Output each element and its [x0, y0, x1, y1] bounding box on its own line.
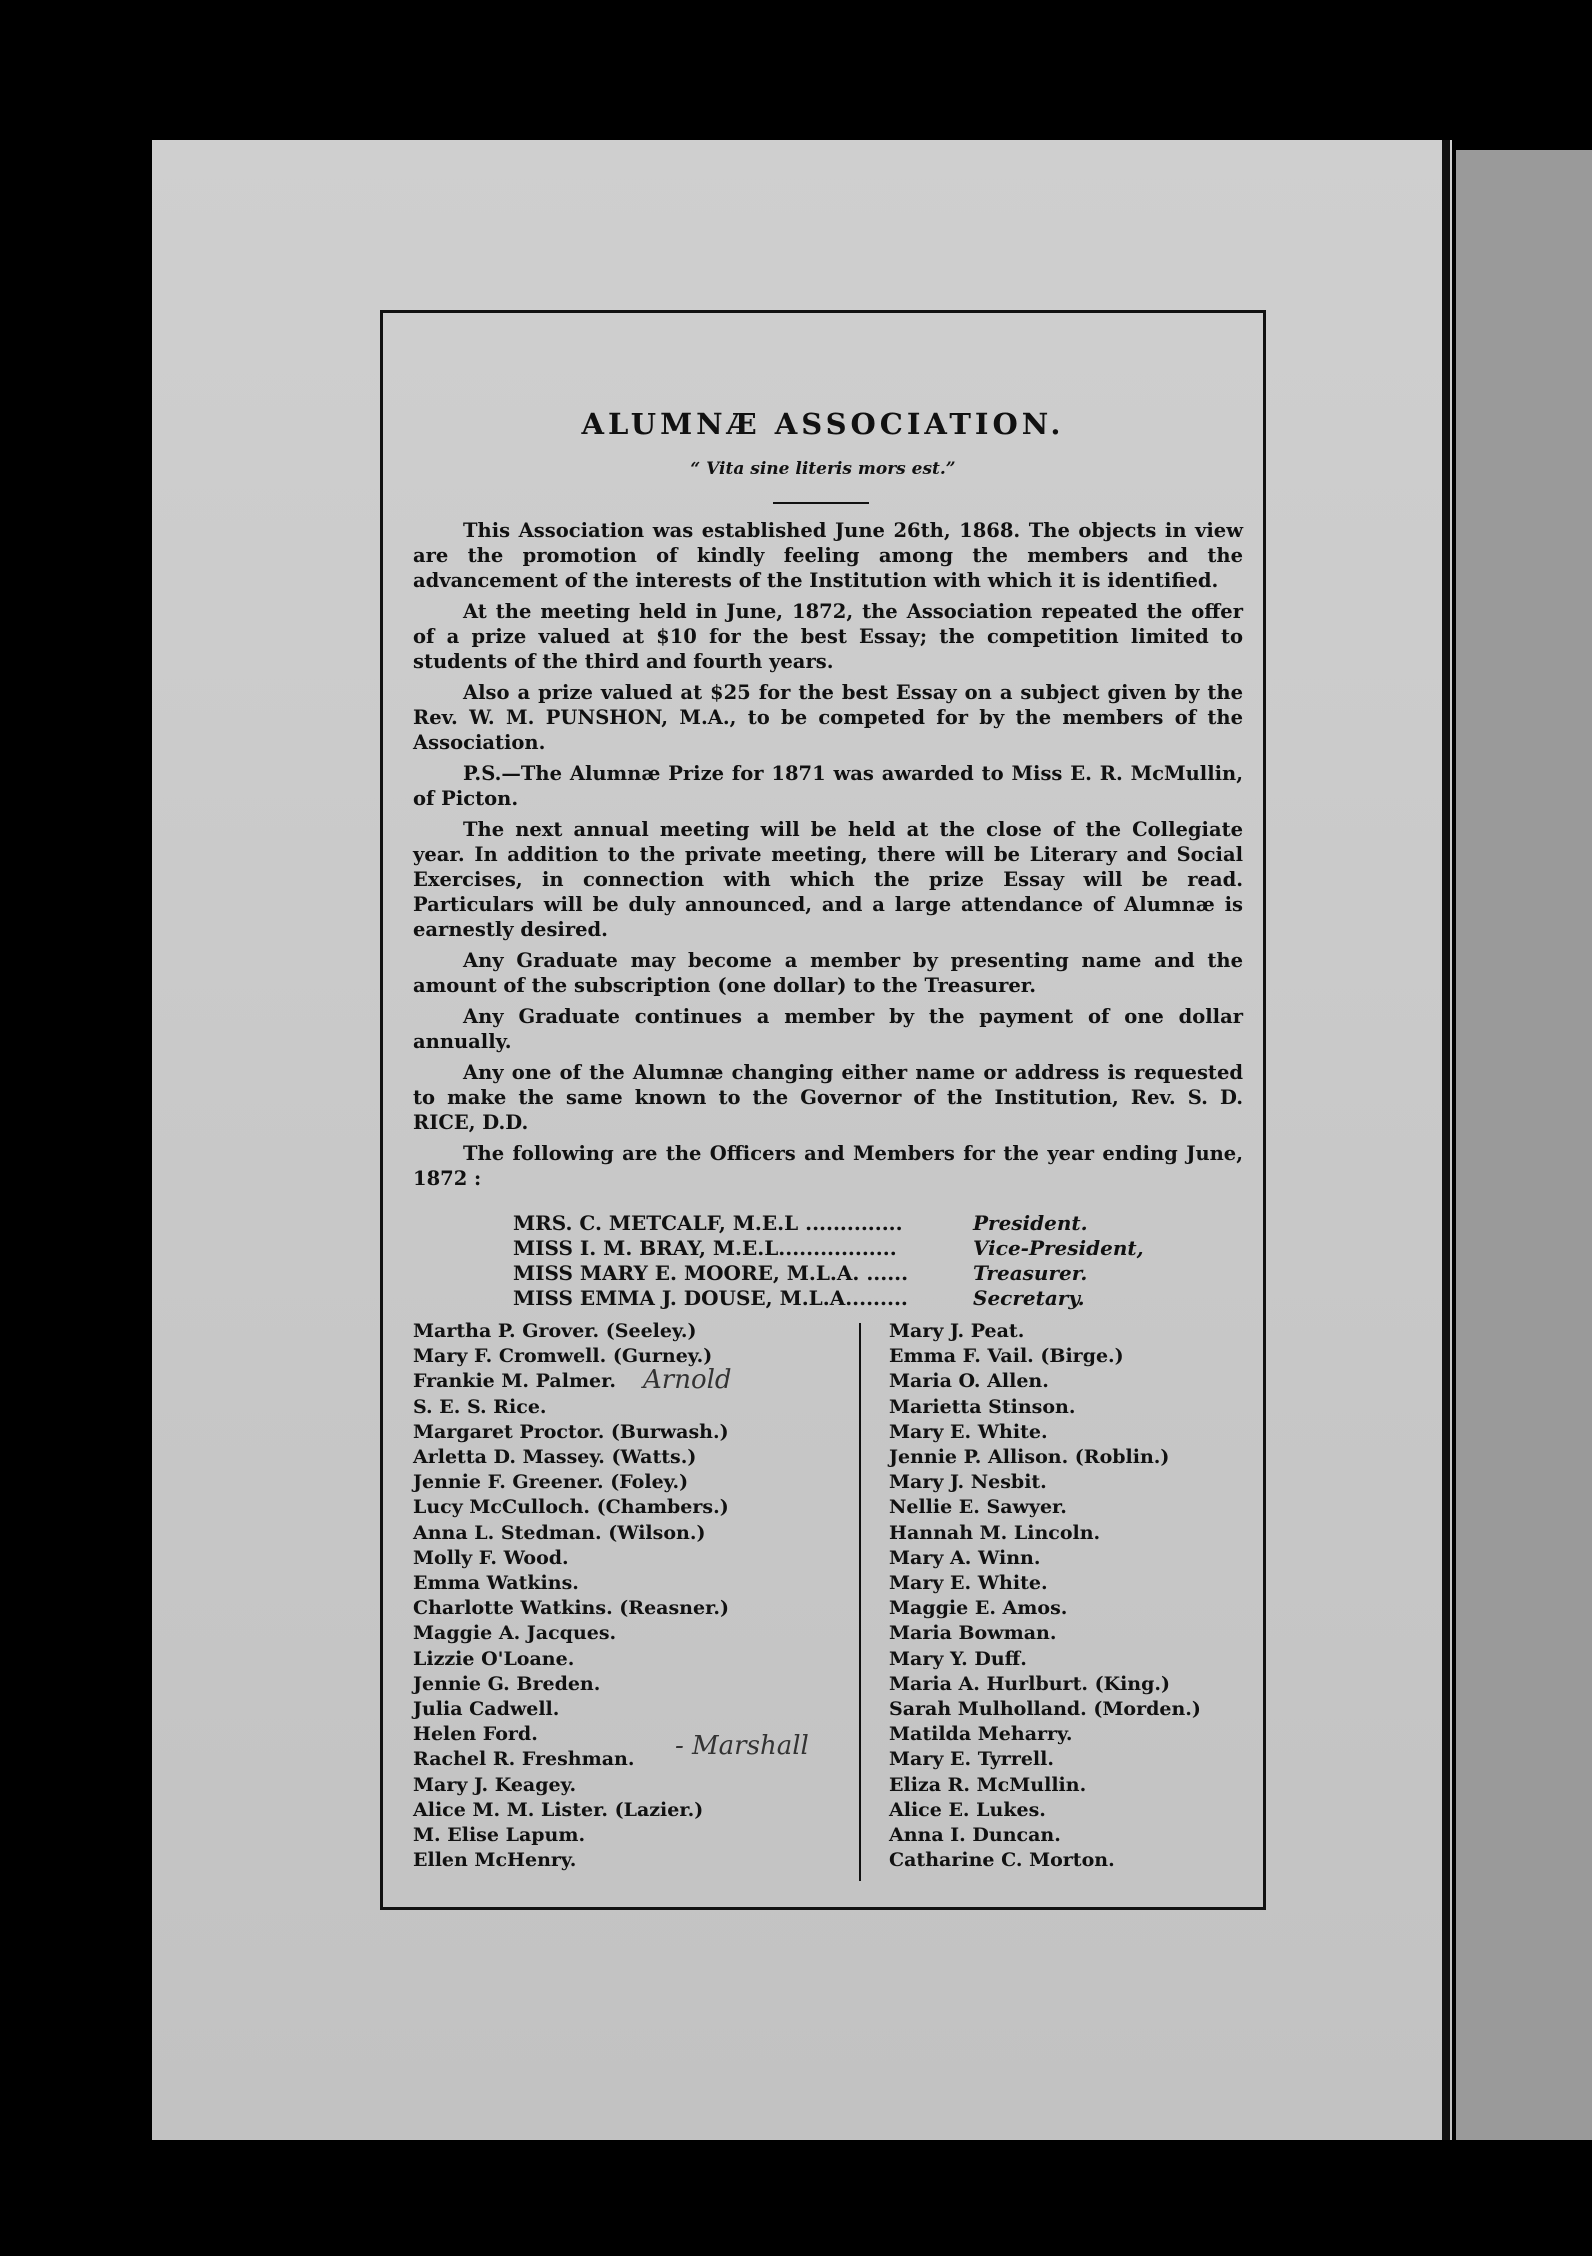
adjacent-page-edge: [1456, 150, 1592, 2140]
member-name: Alice E. Lukes.: [889, 1798, 1046, 1821]
paragraph: Also a prize valued at $25 for the best Essay on a subject given by the Rev. W. M. PUNSHON, M.A., to be competed for by the members of the Association.: [413, 681, 1243, 754]
member-name: S. E. S. Rice.: [413, 1395, 547, 1418]
officer-row: [513, 1211, 1233, 1236]
officer-role: Treasurer.: [973, 1261, 1088, 1285]
member-name: Ellen McHenry.: [413, 1849, 577, 1872]
member-name: Arletta D. Massey. (Watts.): [413, 1446, 697, 1469]
paragraph: The next annual meeting will be held at the close of the Collegiate year. In addition to the private meeting, there will be Literary and Social Exercises, in connection with which the prize Essay will be read. Particulars will be duly announced, and a large attendance of Alumnæ is earnestly desired.: [413, 818, 1243, 941]
member-name: Nellie E. Sawyer.: [889, 1496, 1067, 1519]
member-name: Molly F. Wood.: [413, 1546, 569, 1569]
member-name: Mary A. Winn.: [889, 1546, 1041, 1569]
member-name: Eliza R. McMullin.: [889, 1773, 1087, 1796]
notice-body: [413, 518, 1243, 1197]
member-name: Sarah Mulholland. (Morden.): [889, 1698, 1201, 1721]
officers-list: [513, 1211, 1233, 1311]
member-name: Jennie G. Breden.: [413, 1672, 601, 1695]
member-name: Mary J. Peat.: [889, 1320, 1025, 1342]
member-name: Lucy McCulloch. (Chambers.): [413, 1496, 729, 1519]
officer-name: MRS. C. METCALF, M.E.L ..............: [513, 1211, 903, 1235]
officer-row: [513, 1236, 1233, 1261]
member-name: Anna L. Stedman. (Wilson.): [413, 1521, 706, 1544]
paragraph: At the meeting held in June, 1872, the Association repeated the offer of a prize valued at $10 for the best Essay; the competition limited to students of the third and fourth years.: [413, 600, 1243, 673]
member-name: Frankie M. Palmer.: [413, 1370, 617, 1393]
member-name: Lizzie O'Loane.: [413, 1647, 575, 1670]
member-name: Maggie E. Amos.: [889, 1597, 1068, 1620]
alumnae-notice: [380, 310, 1266, 1910]
handwritten-note: Arnold: [643, 1365, 732, 1395]
member-name: Margaret Proctor. (Burwash.): [413, 1420, 729, 1443]
member-name: Mary F. Cromwell. (Gurney.): [413, 1345, 713, 1368]
page-fold: [1442, 140, 1450, 2140]
notice-title: ALUMNÆ ASSOCIATION.: [581, 407, 1065, 441]
member-name: Jennie P. Allison. (Roblin.): [889, 1446, 1170, 1469]
paragraph: The following are the Officers and Members for the year ending June, 1872 :: [413, 1142, 1243, 1190]
member-name: Anna I. Duncan.: [889, 1824, 1061, 1847]
member-name: Marietta Stinson.: [889, 1395, 1076, 1418]
officer-name: MISS I. M. BRAY, M.E.L.................: [513, 1236, 897, 1260]
members-left-column: [413, 1319, 823, 1873]
members-right-column: [889, 1319, 1229, 1873]
handwritten-note: - Marshall: [675, 1731, 809, 1761]
officer-role: Vice-President,: [973, 1236, 1144, 1260]
member-name: Mary E. Tyrrell.: [889, 1748, 1054, 1771]
member-name: Mary E. White.: [889, 1572, 1048, 1595]
member-name: Maria A. Hurlburt. (King.): [889, 1672, 1171, 1695]
column-divider: [859, 1323, 861, 1881]
officer-name: MISS EMMA J. DOUSE, M.L.A.........: [513, 1286, 908, 1310]
member-name: Rachel R. Freshman.: [413, 1748, 635, 1771]
member-name: Charlotte Watkins. (Reasner.): [413, 1597, 729, 1620]
paragraph: Any Graduate continues a member by the payment of one dollar annually.: [413, 1005, 1243, 1053]
paragraph: Any one of the Alumnæ changing either name or address is requested to make the same known to the Governor of the Institution, Rev. S. D. RICE, D.D.: [413, 1061, 1243, 1134]
member-name: Julia Cadwell.: [413, 1698, 560, 1721]
paragraph: Any Graduate may become a member by presenting name and the amount of the subscription (one dollar) to the Treasurer.: [413, 949, 1243, 997]
member-name: Alice M. M. Lister. (Lazier.): [413, 1798, 704, 1821]
members-list: [413, 1319, 1243, 1887]
member-name: M. Elise Lapum.: [413, 1824, 586, 1847]
officer-row: [513, 1261, 1233, 1286]
member-name: Maria O. Allen.: [889, 1370, 1049, 1393]
title-rule: [773, 502, 869, 504]
member-name: Martha P. Grover. (Seeley.): [413, 1320, 697, 1342]
officer-row: [513, 1286, 1233, 1311]
member-name: Hannah M. Lincoln.: [889, 1521, 1101, 1544]
officer-role: Secretary.: [973, 1286, 1085, 1310]
member-name: Maria Bowman.: [889, 1622, 1057, 1645]
member-name: Mary Y. Duff.: [889, 1647, 1027, 1670]
member-name: Mary J. Nesbit.: [889, 1471, 1047, 1494]
paragraph: P.S.—The Alumnæ Prize for 1871 was awarded to Miss E. R. McMullin, of Picton.: [413, 762, 1243, 810]
officer-name: MISS MARY E. MOORE, M.L.A. ......: [513, 1261, 909, 1285]
member-name: Mary J. Keagey.: [413, 1773, 577, 1796]
member-name: Catharine C. Morton.: [889, 1849, 1115, 1872]
notice-motto: “ Vita sine literis mors est.”: [690, 459, 956, 479]
member-name: Helen Ford.: [413, 1723, 538, 1746]
member-name: Matilda Meharry.: [889, 1723, 1073, 1746]
member-name: Emma Watkins.: [413, 1572, 579, 1595]
member-name: Mary E. White.: [889, 1420, 1048, 1443]
paragraph: This Association was established June 26th, 1868. The objects in view are the promotion of kindly feeling among the members and the advancement of the interests of the Institution with which it is identified.: [413, 519, 1243, 592]
member-name: Jennie F. Greener. (Foley.): [413, 1471, 689, 1494]
member-name: Emma F. Vail. (Birge.): [889, 1345, 1124, 1368]
officer-role: President.: [973, 1211, 1088, 1235]
member-name: Maggie A. Jacques.: [413, 1622, 617, 1645]
